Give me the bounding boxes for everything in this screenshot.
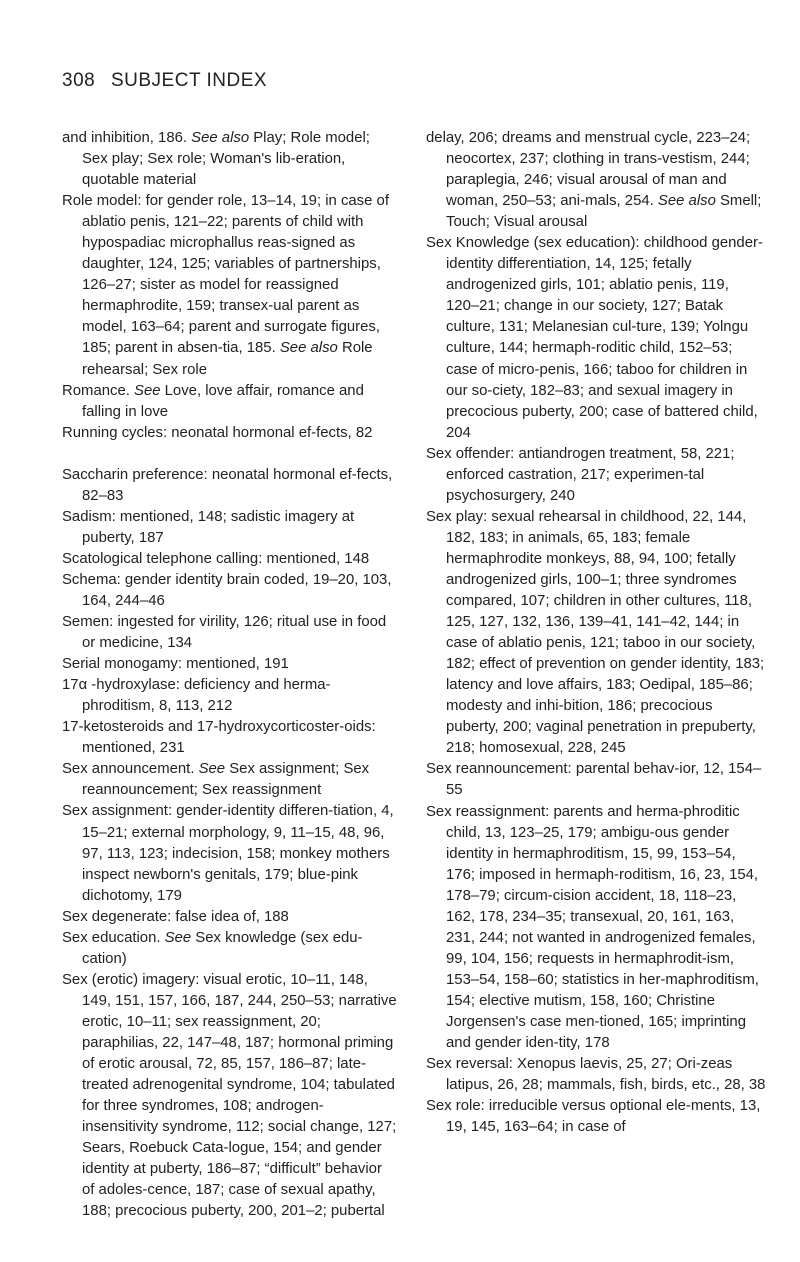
entry-text: Sex assignment; Sex reannouncement; Sex reassignment [82,761,370,799]
entry-text: Saccharin preference: neonatal hormonal ef-fects, 82–83 [62,466,393,504]
entry-text: Sex knowledge (sex edu-cation) [82,929,363,967]
index-entry [62,928,397,970]
index-entry [426,802,766,1055]
page-number: 308 [62,70,96,91]
cross-reference-label: See also [279,340,338,357]
entry-text: Sadism: mentioned, 148; sadistic imagery at puberty, 187 [62,508,355,546]
entry-text: and inhibition, 186. [62,130,192,146]
entry-text: Sex announcement. [62,761,199,778]
entry-text: Sex reannouncement: parental behav-ior, 12, 154–55 [426,761,762,799]
index-entry [426,507,766,760]
entry-text: Scatological telephone calling: mentioned, 148 [62,550,370,567]
entry-text: Serial monogamy: mentioned, 191 [62,656,289,673]
entry-text: Role model: for gender role, 13–14, 19; in case of ablatio penis, 121–22; parents of child with hypospadiac microphallus reas-signed as daughter, 124, 125; variables of partnerships, 126–27; sister as model for reassigned hermaphrodite, 159; transex-ual parent as model, 163–64; parent and surrogate figures, 185; parent in absen-tia, 185. [62,193,389,357]
entry-text: Semen: ingested for virility, 126; ritual use in food or medicine, 134 [62,614,387,652]
index-entry [62,970,397,1223]
entry-text: Sex play: sexual rehearsal in childhood, 22, 144, 182, 183; in animals, 65, 183; female hermaphrodite monkeys, 88, 94, 100; fetally androgenized girls, 100–1; three syndromes compared, 107; children in other cultures, 118, 125, 127, 132, 136, 139–41, 141–42, 144; in case of ablatio penis, 121; taboo in our society, 182; effect of prevention on gender identity, 183; latency and love affairs, 183; Oedipal, 185–86; modesty and inhi-bition, 186; precocious puberty, 200; vaginal penetration in prepuberty, 218; homosexual, 228, 245 [426,508,765,757]
letter-group-gap [62,444,397,465]
index-entry [62,465,397,507]
cross-reference-label: See also [657,193,716,210]
entry-text: 17-ketosteroids and 17-hydroxycorticoster-oids: mentioned, 231 [62,719,376,757]
entry-text: Sex assignment: gender-identity differen-tiation, 4, 15–21; external morphology, 9, 11–15, 48, 96, 97, 113, 123; indecision, 158; monkey mothers inspect newborn's genitals, 179; blue-pink dichotomy, 179 [62,803,394,904]
entry-text: Sex offender: antiandrogen treatment, 58, 221; enforced castration, 217; experimen-tal psychosurgery, 240 [426,445,735,504]
entry-text: Smell; Touch; Visual arousal [446,193,762,231]
index-entry [62,675,397,717]
index-entry [62,612,397,654]
entry-text: Sex degenerate: false idea of, 188 [62,908,289,925]
entry-text: Play; Role model; Sex play; Sex role; Woman's lib-eration, quotable material [82,130,370,189]
index-entry [62,570,397,612]
cross-reference-label: See [134,382,161,399]
entry-text: Sex role: irreducible versus optional ele-ments, 13, 19, 145, 163–64; in case of [426,1098,761,1136]
entry-text: Romance. [62,382,135,399]
entry-text: Sex education. [62,929,165,946]
entry-text: Love, love affair, romance and falling in love [82,382,364,420]
index-entry [62,801,397,906]
index-entry [62,191,397,380]
index-entry [62,759,397,801]
index-entry [426,759,766,801]
index-entry [62,507,397,549]
cross-reference-label: See [164,929,192,946]
entry-text: Sex Knowledge (sex education): childhood gender-identity differentiation, 14, 125; fetally androgenized girls, 101; ablatio penis, 119, 120–21; change in our society, 127; Batak culture, 131; Melanesian cul-ture, 139; Yolngu culture, 144; hermaph-roditic child, 152–53; case of micro-penis, 166; taboo for children in our so-ciety, 182–83; and sexual imagery in precocious puberty, 200; case of battered child, 204 [426,235,763,441]
index-entry [62,654,397,675]
index-entry [62,381,397,423]
index-entry [62,717,397,759]
index-entry [426,128,766,233]
entry-text: Role rehearsal; Sex role [82,340,373,378]
index-entry [62,128,397,191]
index-entry [426,444,766,507]
cross-reference-label: See also [191,130,250,146]
entry-text: delay, 206; dreams and menstrual cycle, 223–24; neocortex, 237; clothing in trans-vestism, 244; paraplegia, 246; visual arousal of man and woman, 250–53; ani-mals, 254. [426,130,751,210]
index-entry [62,423,397,444]
index-entry [62,907,397,928]
entry-text: Schema: gender identity brain coded, 19–20, 103, 164, 244–46 [62,571,392,609]
entry-text: 17α -hydroxylase: deficiency and herma-phroditism, 8, 113, 212 [62,677,331,715]
index-entry [426,1096,766,1138]
entry-text: Sex reassignment: parents and herma-phroditic child, 13, 123–25, 179; ambigu-ous gender identity in hermaphroditism, 15, 99, 153–54, 176; imposed in hermaph-roditism, 16, 23, 154, 178–79; circum-cision accident, 18, 118–23, 162, 178, 234–35; transexual, 20, 161, 163, 231, 244; not wanted in androgenized females, 99, 104, 156; requests in hermaphrodit-ism, 153–54, 158–60; statistics in her-maphroditism, 154; elective mutism, 158, 160; Christine Jorgensen's case men-tioned, 165; imprinting and gender iden-tity, 178 [426,803,759,1052]
page-header [62,70,267,92]
entry-text: Sex reversal: Xenopus laevis, 25, 27; Ori-zeas latipus, 26, 28; mammals, fish, birds, etc., 28, 38 [426,1056,766,1094]
index-entry [426,1054,766,1096]
entry-text: Sex (erotic) imagery: visual erotic, 10–11, 148, 149, 151, 157, 166, 187, 244, 250–53; narrative erotic, 10–11; sex reassignment, 20; paraphilias, 22, 147–48, 187; hormonal priming of erotic arousal, 72, 85, 157, 186–87; late-treated adrenogenital syndrome, 104; tabulated for three syndromes, 108; androgen-insensitivity syndrome, 112; social change, 127; Sears, Roebuck Cata-logue, 154; and gender identity at puberty, 186–87; “difficult” behavior of adoles-cence, 187; case of sexual apathy, 188; precocious puberty, 200, 201–2; pubertal [62,971,397,1220]
index-column-right [426,128,766,1138]
index-entry [426,233,766,443]
entry-text: Running cycles: neonatal hormonal ef-fects, 82 [62,424,373,441]
index-entry [62,549,397,570]
page-title: SUBJECT INDEX [110,70,268,91]
cross-reference-label: See [198,761,226,778]
index-column-left [62,128,397,1222]
